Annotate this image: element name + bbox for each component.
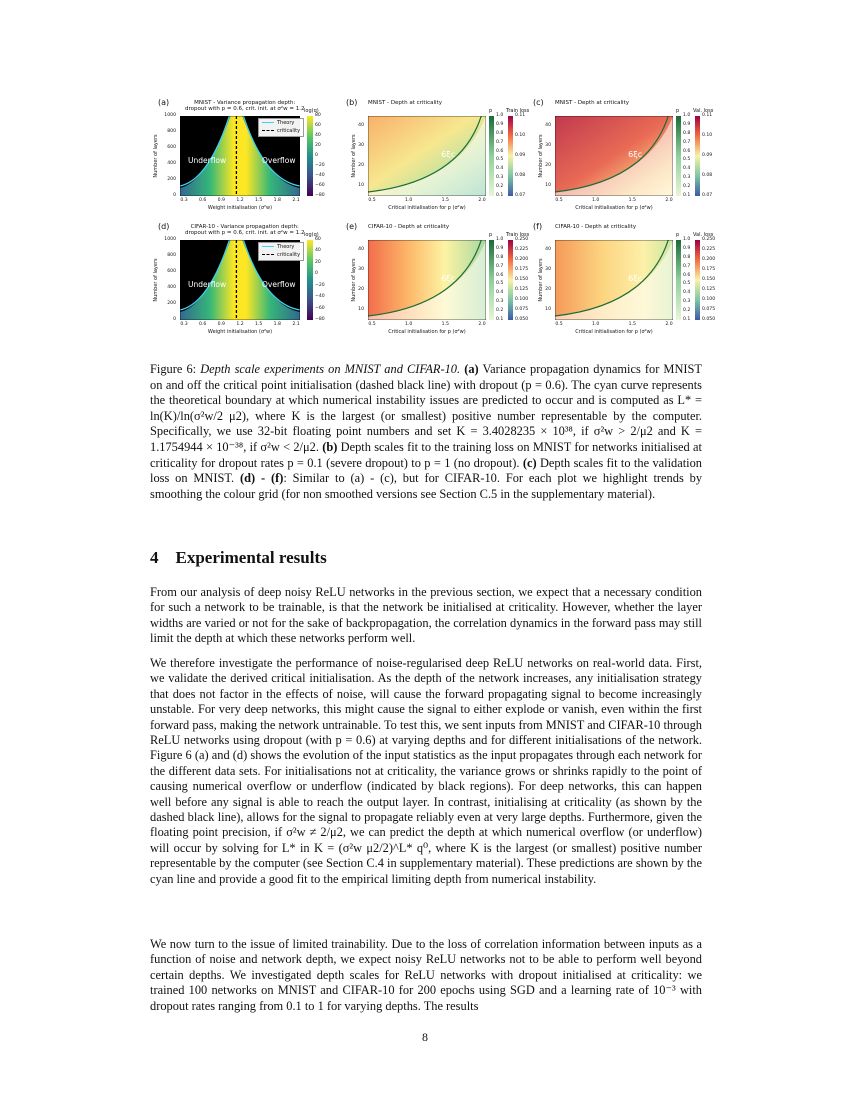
panel-c-loss-cbar-tick: 0.11 [702, 113, 713, 118]
panel-a-xtick: 0.3 [180, 198, 188, 203]
panel-e-loss-cbar-tick: 0.250 [515, 237, 529, 242]
panel-b-ytick: 40 [358, 123, 364, 128]
panel-b-loss-colorbar-fill [508, 116, 513, 196]
panel-f-p-colorbar [676, 240, 681, 320]
panel-b-xlabel: Critical initialisation for p (σ²w) [388, 205, 466, 211]
caption-c-text: Depth scales fit to the validation loss on MNIST. [150, 455, 702, 486]
panel-d-xtick: 1.5 [255, 322, 263, 327]
panel-a-xlabel: Weight initialisation (σ²w) [207, 205, 273, 211]
panel-a-title: MNIST - Variance propagation depth: dropout with p = 0.6, crit. init. at σ²w = 1.2 [185, 100, 305, 113]
panel-f-p-cbar-tick: 0.3 [683, 299, 691, 305]
panel-a-ytick: 400 [167, 161, 176, 166]
panel-c-loss-colorbar-fill [695, 116, 700, 196]
panel-e-p-colorbar [489, 240, 494, 320]
panel-f-p-cbar-tick: 0.9 [683, 245, 691, 251]
figure-caption [150, 362, 702, 502]
panel-b-xtick: 1.0 [405, 198, 413, 203]
panel-e-xtick: 1.5 [441, 322, 449, 327]
panel-e-p-cbar-tick: 0.9 [496, 245, 504, 251]
panel-f-annotation: 6ξc [628, 273, 643, 283]
panel-b-loss-colorbar [508, 116, 513, 196]
panel-a-legend [258, 118, 304, 137]
panel-b-loss-cbar-tick: 0.07 [515, 193, 526, 198]
panel-e-xlabel: Critical initialisation for p (σ²w) [388, 329, 466, 335]
panel-b-loss-cbar-tick: 0.09 [515, 153, 526, 158]
panel-c-p-cbar-tick: 0.1 [683, 193, 691, 198]
caption-a-text: Variance propagation dynamics for MNIST on and off the critical point initialisation (dashed black line) with dropout (p = 0.6). The cyan curve represents the theoretical boundary at which numerical instability issues are predicted to occur and is computed as L* = ln(K)/ln(σ²w/2 μ2), where K is the largest (or smallest) positive number representable by the computer. Specifically, we use 32-bit floating point numbers and set K = 3.4028235 × 10³⁸, if σ²w > 2/μ2 and K = 1.1754944 × 10⁻³⁸, if σ²w < 2/μ2. [150, 362, 702, 454]
panel-f-loss-cbar-tick: 0.075 [702, 307, 716, 312]
panel-b-xtick: 1.5 [441, 198, 449, 203]
panel-c-ytick: 30 [545, 143, 551, 148]
panel-d-xtick: 0.9 [217, 322, 225, 327]
panel-c-plot [555, 116, 673, 196]
panel-b-p-colorbar-fill [489, 116, 494, 196]
panel-b-p-cbar-tick: 0.6 [496, 148, 504, 154]
panel-d-title: CIFAR-10 - Variance propagation depth: dropout with p = 0.6, crit. init. at σ²w = 1.2 [185, 224, 305, 237]
panel-e-loss-cbar-tick: 0.150 [515, 277, 529, 282]
panel-a-ylabel: Number of layers [153, 134, 159, 178]
panel-a-cbar-tick: 40 [315, 133, 321, 138]
panel-d-cbar-tick: 60 [315, 237, 321, 242]
panel-d-colorbar [307, 240, 313, 320]
panel-a-label: (a) [158, 98, 170, 107]
panel-d-xlabel: Weight initialisation (σ²w) [207, 329, 273, 335]
panel-e-annotation: 6ξc [441, 273, 456, 283]
panel-f-p-cbar-tick: 0.5 [683, 281, 691, 287]
panel-f-p-colorbar-label: p [676, 232, 680, 238]
panel-e-loss-colorbar-fill [508, 240, 513, 320]
caption-a-label: (a) [464, 362, 479, 376]
panel-b-ytick: 20 [358, 163, 364, 168]
panel-e-loss-cbar-tick: 0.225 [515, 247, 529, 252]
panel-d-underflow-label: Underflow [188, 280, 227, 289]
panel-e-p-cbar-tick: 0.1 [496, 317, 504, 322]
panel-d-legend-item [262, 244, 300, 252]
panel-c-loss-colorbar [695, 116, 700, 196]
panel-b-p-colorbar [489, 116, 494, 196]
panel-f-xtick: 1.5 [628, 322, 636, 327]
panel-d-ytick: 800 [167, 253, 176, 258]
panel-e-title: CIFAR-10 - Depth at criticality [368, 224, 450, 230]
panel-c-label: (c) [533, 98, 544, 107]
panel-b-p-cbar-tick: 1.0 [496, 113, 504, 118]
panel-c-ytick: 10 [545, 183, 551, 188]
panel-d-overflow-label: Overflow [262, 280, 296, 289]
panel-c-ytick: 40 [545, 123, 551, 128]
panel-e-p-cbar-tick: 0.5 [496, 281, 504, 287]
caption-b-label: (b) [322, 439, 338, 454]
panel-c-xtick: 1.0 [592, 198, 600, 203]
panel-e-p-cbar-tick: 0.2 [496, 308, 504, 314]
panel-f-p-cbar-tick: 0.4 [683, 290, 691, 296]
panel-d-cbar-tick: −60 [315, 305, 325, 311]
panel-b-p-cbar-tick: 0.5 [496, 157, 504, 163]
panel-f-xtick: 2.0 [665, 322, 673, 327]
panel-d-ylabel: Number of layers [153, 258, 159, 302]
panel-f-p-colorbar-fill [676, 240, 681, 320]
legend-text: criticality [277, 251, 301, 258]
panel-f-p-cbar-tick: 0.6 [683, 272, 691, 278]
panel-d-colorbar-label: log(q) [304, 232, 319, 238]
panel-f-loss-cbar-tick: 0.100 [702, 297, 716, 302]
panel-a-cbar-tick: 20 [315, 143, 321, 148]
panel-c-p-cbar-tick: 0.2 [683, 184, 691, 190]
panel-a-cbar-tick: −60 [315, 183, 325, 188]
panel-c-loss-cbar-tick: 0.08 [702, 173, 713, 178]
panel-b-xtick: 2.0 [478, 198, 486, 203]
section-title: Experimental results [175, 548, 327, 567]
panel-e-loss-cbar-tick: 0.200 [515, 257, 529, 262]
panel-d-colorbar-fill [307, 240, 313, 320]
panel-e-loss-colorbar [508, 240, 513, 320]
panel-e-xtick: 2.0 [478, 322, 486, 327]
panel-e-p-cbar-tick: 0.6 [496, 272, 504, 278]
panel-c-loss-cbar-tick: 0.09 [702, 153, 713, 158]
panel-d-ytick: 200 [167, 301, 176, 306]
panel-b-p-cbar-tick: 0.7 [496, 139, 504, 145]
panel-c-xlabel: Critical initialisation for p (σ²w) [575, 205, 653, 211]
panel-e-p-cbar-tick: 0.3 [496, 299, 504, 305]
panel-e-ytick: 20 [358, 287, 364, 292]
panel-e-loss-cbar-tick: 0.050 [515, 317, 529, 322]
panel-c-p-colorbar [676, 116, 681, 196]
panel-e-p-colorbar-label: p [489, 232, 493, 238]
panel-f-ytick: 30 [545, 267, 551, 272]
panel-f-loss-cbar-tick: 0.050 [702, 317, 716, 322]
panel-b-ytick: 10 [358, 183, 364, 188]
panel-d-xtick: 0.6 [199, 322, 207, 327]
panel-f-xtick: 0.5 [555, 322, 563, 327]
panel-a-cbar-tick: 80 [315, 113, 321, 118]
panel-a-legend-item [262, 120, 300, 128]
panel-c-loss-cbar-tick: 0.07 [702, 193, 713, 198]
panel-d-ytick: 600 [167, 269, 176, 274]
legend-text: Theory [277, 120, 295, 126]
panel-f-title: CIFAR-10 - Depth at criticality [555, 224, 637, 230]
panel-a-colorbar [307, 116, 313, 196]
panel-c-p-cbar-tick: 0.4 [683, 166, 691, 172]
page-number: 8 [422, 1030, 428, 1044]
panel-a-underflow-label: Underflow [188, 156, 227, 165]
paragraph-1: From our analysis of deep noisy ReLU networks in the previous section, we expect that a necessary condition for such a network to be trainable, is that the network be initialised at criticality. However, whether the layer widths are varied or not for the sake of backpropagation, the correlation dynamics in the forward pass may still limit the depth at which these networks perform well. [150, 585, 702, 646]
panel-a-xtick: 0.6 [199, 198, 207, 203]
panel-e-p-cbar-tick: 0.8 [496, 254, 504, 260]
panel-c-p-cbar-tick: 0.5 [683, 157, 691, 163]
panel-f-loss-cbar-tick: 0.250 [702, 237, 716, 242]
panel-e-p-cbar-tick: 0.4 [496, 290, 504, 296]
panel-e-p-cbar-tick: 0.7 [496, 263, 504, 269]
panel-a-colorbar-fill [307, 116, 313, 196]
panel-f-ytick: 40 [545, 247, 551, 252]
caption-b-text: Depth scales fit to the training loss on MNIST for networks initialised at criticality for dropout rates p = 0.1 (severe dropout) to p = 1 (no dropout). [150, 439, 702, 470]
caption-lead: Figure 6: [150, 362, 201, 376]
panel-c-ytick: 20 [545, 163, 551, 168]
panel-a-overflow-label: Overflow [262, 156, 296, 165]
panel-f-p-cbar-tick: 0.1 [683, 317, 691, 322]
panel-c-xtick: 2.0 [665, 198, 673, 203]
panel-d-xtick: 1.8 [273, 322, 281, 327]
panel-e-loss-cbar-tick: 0.175 [515, 267, 529, 272]
legend-swatch [262, 122, 274, 123]
panel-b-xtick: 0.5 [368, 198, 376, 203]
panel-f-p-cbar-tick: 0.7 [683, 263, 691, 269]
panel-b-loss-cbar-tick: 0.08 [515, 173, 526, 178]
caption-title: Depth scale experiments on MNIST and CIFAR-10. [200, 362, 461, 376]
panel-d-xtick: 1.2 [236, 322, 244, 327]
legend-text: Theory [277, 244, 295, 250]
panel-d-ytick: 1000 [164, 237, 176, 242]
panel-f-loss-colorbar-fill [695, 240, 700, 320]
panel-e-label: (e) [346, 222, 358, 231]
panel-b-p-cbar-tick: 0.9 [496, 121, 504, 127]
panel-a-cbar-tick: 0 [315, 153, 318, 158]
panel-e-ylabel: Number of layers [351, 258, 357, 302]
panel-f-p-cbar-tick: 1.0 [683, 237, 691, 242]
panel-e-p-cbar-tick: 1.0 [496, 237, 504, 242]
panel-d-legend-item [262, 252, 300, 260]
panel-c-p-cbar-tick: 0.7 [683, 139, 691, 145]
panel-d-xtick: 2.1 [292, 322, 300, 327]
legend-swatch [262, 246, 274, 247]
panel-b-loss-cbar-tick: 0.11 [515, 113, 526, 118]
legend-swatch [262, 254, 274, 255]
panel-e-ytick: 30 [358, 267, 364, 272]
panel-f-ylabel: Number of layers [538, 258, 544, 302]
panel-c-p-colorbar-fill [676, 116, 681, 196]
panel-f-label: (f) [533, 222, 543, 231]
legend-swatch [262, 130, 274, 131]
panel-c-loss-colorbar-label: Val. loss [693, 108, 714, 114]
panel-c-xtick: 0.5 [555, 198, 563, 203]
panel-d-xtick: 0.3 [180, 322, 188, 327]
panel-e-xtick: 0.5 [368, 322, 376, 327]
panel-d-cbar-tick: 0 [315, 271, 318, 277]
panel-f-loss-colorbar-label: Val. loss [693, 232, 714, 238]
panel-a-cbar-tick: −40 [315, 173, 325, 178]
panel-d-cbar-tick: −80 [315, 317, 325, 322]
panel-c-p-cbar-tick: 0.8 [683, 130, 691, 136]
panel-e-plot [368, 240, 486, 320]
panel-a-xtick: 0.9 [217, 198, 225, 203]
panel-c-p-cbar-tick: 1.0 [683, 113, 691, 118]
panel-b-ytick: 30 [358, 143, 364, 148]
panel-f-loss-cbar-tick: 0.175 [702, 267, 716, 272]
panel-b-label: (b) [346, 98, 358, 107]
panel-a-ytick: 800 [167, 129, 176, 134]
panel-a-xtick: 1.5 [255, 198, 263, 203]
panel-a-colorbar-label: log(q) [304, 108, 319, 114]
panel-b-loss-cbar-tick: 0.10 [515, 133, 526, 138]
panel-f-plot [555, 240, 673, 320]
panel-a-ytick: 0 [173, 193, 176, 198]
panel-c-p-colorbar-label: p [676, 108, 680, 114]
section-heading [150, 548, 327, 568]
panel-a-cbar-tick: −80 [315, 193, 325, 198]
panel-d-label: (d) [158, 222, 170, 231]
panel-a-ytick: 200 [167, 177, 176, 182]
panel-b-p-cbar-tick: 0.2 [496, 184, 504, 190]
panel-d-ytick: 0 [173, 317, 176, 322]
panel-c-p-cbar-tick: 0.6 [683, 148, 691, 154]
section-number: 4 [150, 548, 159, 567]
panel-f-xlabel: Critical initialisation for p (σ²w) [575, 329, 653, 335]
panel-e-ytick: 10 [358, 307, 364, 312]
panel-c-ylabel: Number of layers [538, 134, 544, 178]
panel-f-ytick: 10 [545, 307, 551, 312]
panel-b-ylabel: Number of layers [351, 134, 357, 178]
panel-f-loss-cbar-tick: 0.125 [702, 287, 716, 292]
panel-a-xtick: 2.1 [292, 198, 300, 203]
panel-e-ytick: 40 [358, 247, 364, 252]
panel-d-cbar-tick: 20 [315, 259, 321, 265]
caption-df-label: (d) - (f) [239, 471, 284, 486]
panel-f-xtick: 1.0 [592, 322, 600, 327]
legend-text: criticality [277, 127, 301, 134]
panel-d-cbar-tick: 40 [315, 248, 321, 254]
panel-f-loss-cbar-tick: 0.200 [702, 257, 716, 262]
paragraph-3: We now turn to the issue of limited trainability. Due to the loss of correlation information between inputs as a function of noise and network depth, we expect noisy ReLU networks not to be able to perform well beyond certain depths. We investigated depth scales for ReLU networks with dropout initialised at criticality: we trained 100 networks on MNIST and CIFAR-10 for 200 epochs using SGD and a learning rate of 10⁻³ with dropout rates ranging from 0.1 to 1 for varying depths. The results [150, 937, 702, 1013]
panel-b-title: MNIST - Depth at criticality [368, 100, 442, 106]
panel-b-annotation: 6ξc [441, 149, 456, 159]
panel-f-loss-colorbar [695, 240, 700, 320]
panel-b-p-cbar-tick: 0.1 [496, 193, 504, 198]
panel-e-loss-cbar-tick: 0.100 [515, 297, 529, 302]
panel-d-legend [258, 242, 304, 261]
panel-f-p-cbar-tick: 0.8 [683, 254, 691, 260]
panel-d-ytick: 400 [167, 285, 176, 290]
panel-a-xtick: 1.2 [236, 198, 244, 203]
panel-f-p-cbar-tick: 0.2 [683, 308, 691, 314]
panel-a-ytick: 600 [167, 145, 176, 150]
caption-df-text: : Similar to (a) - (c), but for CIFAR-10. For each plot we highlight trends by smoothing the colour grid (for non smoothed versions see Section C.5 in the supplementary material). [150, 471, 703, 501]
panel-d-cbar-tick: −20 [315, 282, 325, 288]
panel-f-loss-cbar-tick: 0.225 [702, 247, 716, 252]
panel-c-p-cbar-tick: 0.9 [683, 121, 691, 127]
panel-b-loss-colorbar-label: Train loss [506, 108, 530, 114]
panel-a-ytick: 1000 [164, 113, 176, 118]
paragraph-2: We therefore investigate the performance of noise-regularised deep ReLU networks on real-world data. First, we validate the derived critical initialisation. As the depth of the network increases, any initialisation strategy that does not factor in the effects of noise, will cause the forward propagating signal to become increasingly unstable. For very deep networks, this might cause the signal to either explode or vanish, even within the first forward pass, making the network untrainable. To test this, we sent inputs from MNIST and CIFAR-10 through ReLU networks using dropout (with p = 0.6) at varying depths and for different initialisations of the network. Figure 6 (a) and (d) shows the evolution of the input statistics as the input propagates through each network for the different data sets. For initialisations not at criticality, the variance grows or shrinks rapidly to the point of causing numerical overflow or underflow (indicated by black regions). For deep networks, this can happen well before any signal is able to reach the output layer. In contrast, initialising at criticality (as shown by the dashed black line), allows for the signal to propagate reliably even at very large depths. Furthermore, given the floating point precision, if σ²w ≠ 2/μ2, we can predict the depth at which numerical overflow (or underflow) will occur by solving for L* in K = (σ²w μ2/2)^L* q⁰, where K is the largest (or smallest) positive number representable by the computer (see Section C.4 in supplementary material). These predictions are shown by the cyan line and provide a good fit to the empirical limiting depth from numerical instability. [150, 656, 702, 886]
panel-c-p-cbar-tick: 0.3 [683, 175, 691, 181]
panel-e-loss-cbar-tick: 0.075 [515, 307, 529, 312]
panel-c-xtick: 1.5 [628, 198, 636, 203]
panel-f-loss-cbar-tick: 0.150 [702, 277, 716, 282]
panel-b-p-colorbar-label: p [489, 108, 493, 114]
panel-c-loss-cbar-tick: 0.10 [702, 133, 713, 138]
panel-c-annotation: 6ξc [628, 149, 643, 159]
panel-e-loss-colorbar-label: Train loss [506, 232, 530, 238]
panel-c-title: MNIST - Depth at criticality [555, 100, 629, 106]
panel-a-xtick: 1.8 [273, 198, 281, 203]
panel-a-cbar-tick: 60 [315, 123, 321, 128]
panel-f-ytick: 20 [545, 287, 551, 292]
panel-e-xtick: 1.0 [405, 322, 413, 327]
panel-a-cbar-tick: −20 [315, 163, 325, 168]
panel-d-cbar-tick: −40 [315, 294, 325, 300]
panel-b-p-cbar-tick: 0.4 [496, 166, 504, 172]
panel-e-p-colorbar-fill [489, 240, 494, 320]
panel-b-plot [368, 116, 486, 196]
panel-e-loss-cbar-tick: 0.125 [515, 287, 529, 292]
panel-b-p-cbar-tick: 0.8 [496, 130, 504, 136]
caption-c-label: (c) [522, 455, 537, 470]
panel-a-legend-item [262, 128, 300, 136]
panel-b-p-cbar-tick: 0.3 [496, 175, 504, 181]
